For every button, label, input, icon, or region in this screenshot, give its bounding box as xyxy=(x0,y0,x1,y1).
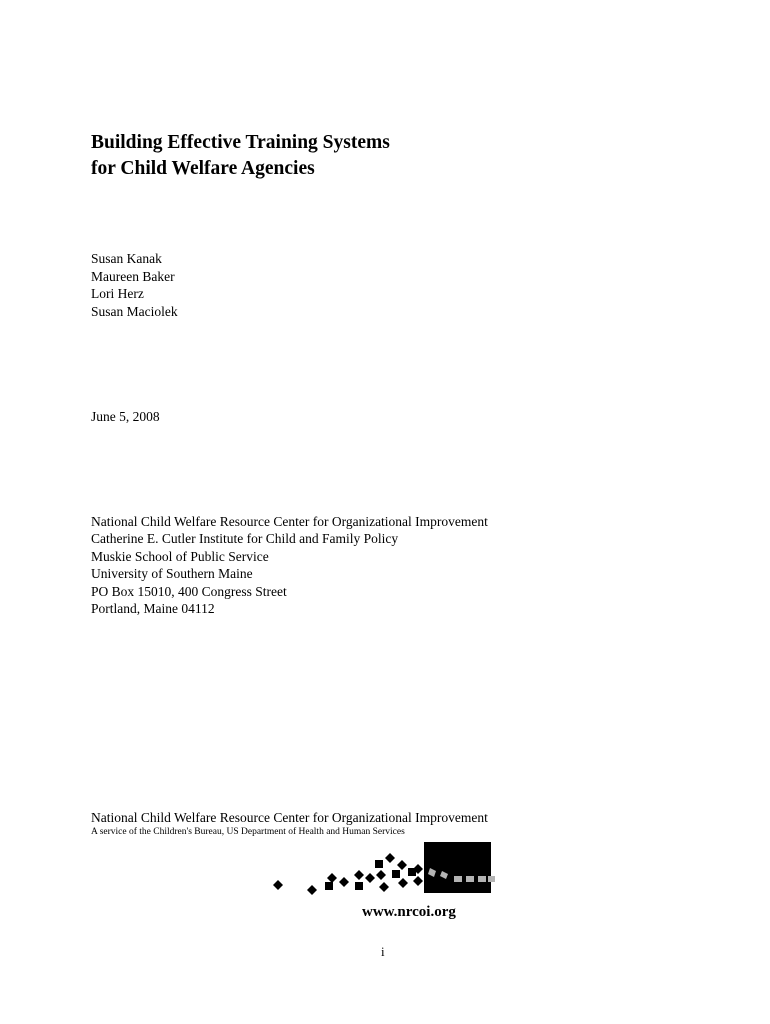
logo-black-block xyxy=(424,842,491,893)
address-line: Catherine E. Cutler Institute for Child and Family Policy xyxy=(91,531,399,547)
address-line: University of Southern Maine xyxy=(91,566,253,582)
nrcoi-logo xyxy=(268,838,498,898)
page-number: i xyxy=(381,944,385,959)
document-title xyxy=(91,130,390,182)
publication-date: June 5, 2008 xyxy=(91,409,160,424)
footer-service-line: A service of the Children's Bureau, US Department of Health and Human Services xyxy=(91,827,405,837)
address-line: National Child Welfare Resource Center for Organizational Improvement xyxy=(91,514,488,529)
author-name: Susan Kanak xyxy=(91,251,162,266)
address-line: Muskie School of Public Service xyxy=(91,548,269,564)
author-name: Maureen Baker xyxy=(91,268,175,284)
title-line-2: for Child Welfare Agencies xyxy=(91,158,315,179)
website-url: www.nrcoi.org xyxy=(362,904,456,920)
organization-address xyxy=(91,513,488,617)
footer-organization: National Child Welfare Resource Center for Organizational Improvement xyxy=(91,810,488,825)
title-line-1: Building Effective Training Systems xyxy=(91,132,390,153)
author-name: Susan Maciolek xyxy=(91,303,178,319)
author-name: Lori Herz xyxy=(91,286,144,301)
author-list xyxy=(91,250,178,320)
logo-scatter-marks xyxy=(273,853,423,895)
address-line: Portland, Maine 04112 xyxy=(91,601,215,617)
address-line: PO Box 15010, 400 Congress Street xyxy=(91,583,287,599)
